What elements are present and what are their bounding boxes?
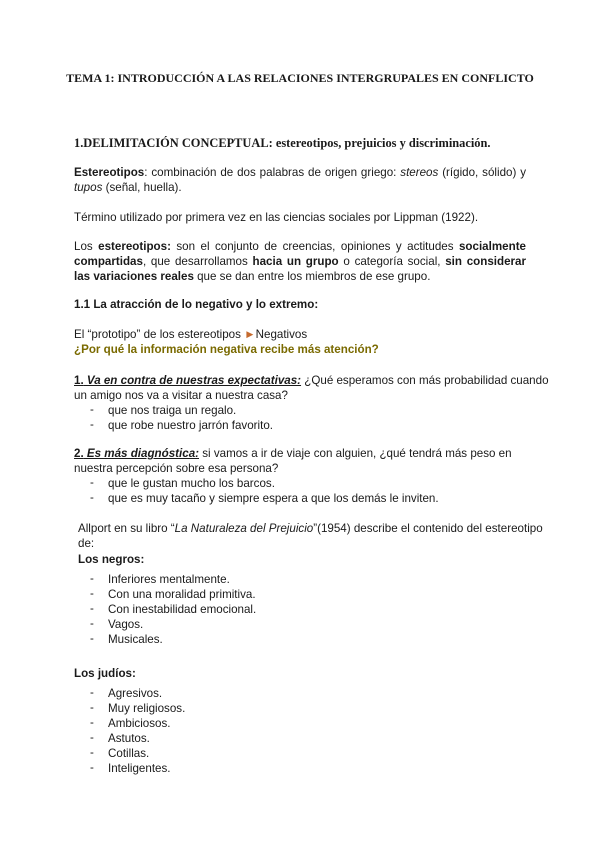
list-dash: - [90,746,94,759]
section-heading [74,136,490,151]
defn-p1: Los [74,240,99,253]
list-item: Con inestabilidad emocional. [108,603,257,616]
list-dash: - [90,617,94,630]
list-item: que es muy tacaño y siempre espera a que los demás le inviten. [108,492,439,505]
def-text-3: (señal, huella). [102,181,182,194]
list-dash: - [90,587,94,600]
list-item: Agresivos. [108,687,163,700]
point-2-label: Es más diagnóstica: [83,447,200,460]
prototipo-negativos: Negativos [255,328,308,341]
list-item: Con una moralidad primitiva. [108,588,256,601]
list-dash: - [90,761,94,774]
allport-line-1 [78,521,543,536]
defn-p3: , que desarrollamos [142,255,253,268]
arrow-right-icon: ► [244,328,256,341]
prototipo-text: El “prototipo” de los estereotipos [74,328,245,341]
list-item: Vagos. [108,618,144,631]
allport-pre: Allport en su libro “ [78,522,175,535]
list-dash: - [90,686,94,699]
defn-p5: que se dan entre los miembros de ese grupo. [193,270,431,283]
list-dash: - [90,632,94,645]
list-dash: - [90,716,94,729]
stereotype-definition [74,165,526,195]
list-item: que robe nuestro jarrón favorito. [108,419,273,432]
point-2-number: 2. [74,447,84,460]
highlight-question: ¿Por qué la información negativa recibe más atención? [74,343,379,356]
list-item: Inteligentes. [108,762,171,775]
list-dash: - [90,491,94,504]
allport-post: ”(1954) describe el contenido del estereotipo [313,522,543,535]
defn-b3: hacia un grupo [252,255,339,268]
word-tupos: tupos [74,181,103,194]
page-title: TEMA 1: INTRODUCCIÓN A LAS RELACIONES INTERGRUPALES EN CONFLICTO [66,71,534,85]
point-1-label: Va en contra de nuestras expectativas: [83,374,302,387]
list-dash: - [90,602,94,615]
prototipo-line [74,327,307,342]
def-text-2: (rígido, sólido) y [438,166,527,179]
judios-heading: Los judíos: [74,667,136,680]
point-1-line-1 [74,373,549,388]
list-dash: - [90,572,94,585]
point-2-line-2: nuestra percepción sobre esa persona? [74,462,279,475]
section-heading-rest: : estereotipos, prejuicios y discriminación. [268,136,491,150]
defn-b4: sin considerar las variaciones reales [74,255,526,283]
list-item: Ambiciosos. [108,717,171,730]
defn-p2: son el conjunto de creencias, opiniones y actitudes [170,240,459,253]
defn-b1: estereotipos: [98,240,171,253]
point-1-text: ¿Qué esperamos con más probabilidad cuando [301,374,549,387]
list-dash: - [90,418,94,431]
list-item: Musicales. [108,633,163,646]
list-dash: - [90,403,94,416]
list-dash: - [90,731,94,744]
defn-p4: o categoría social, [338,255,446,268]
def-text-1: : combinación de dos palabras de origen griego: [144,166,401,179]
subsection-heading: 1.1 La atracción de lo negativo y lo extremo: [74,298,319,311]
section-heading-number: 1.DELIMITACIÓN CONCEPTUAL [74,136,269,150]
allport-book-title: La Naturaleza del Prejuicio [174,522,314,535]
list-item: Astutos. [108,732,150,745]
list-item: que le gustan mucho los barcos. [108,477,275,490]
defn-b2: socialmente compartidas [74,240,526,268]
negros-heading: Los negros: [78,553,145,566]
list-dash: - [90,476,94,489]
point-2-text: si vamos a ir de viaje con alguien, ¿qué tendrá más peso en [199,447,512,460]
term-estereotipos: Estereotipos [74,166,145,179]
stereotype-full-definition [74,239,526,284]
allport-line-2: de: [78,537,95,550]
list-item: Inferiores mentalmente. [108,573,230,586]
word-stereos: stereos [400,166,439,179]
point-1-number: 1. [74,374,84,387]
list-item: Muy religiosos. [108,702,186,715]
list-dash: - [90,701,94,714]
point-1-line-2: un amigo nos va a visitar a nuestra casa? [74,389,288,402]
list-item: Cotillas. [108,747,150,760]
list-item: que nos traiga un regalo. [108,404,237,417]
point-2-line-1 [74,446,512,461]
lippman-paragraph: Término utilizado por primera vez en las ciencias sociales por Lippman (1922). [74,211,479,224]
